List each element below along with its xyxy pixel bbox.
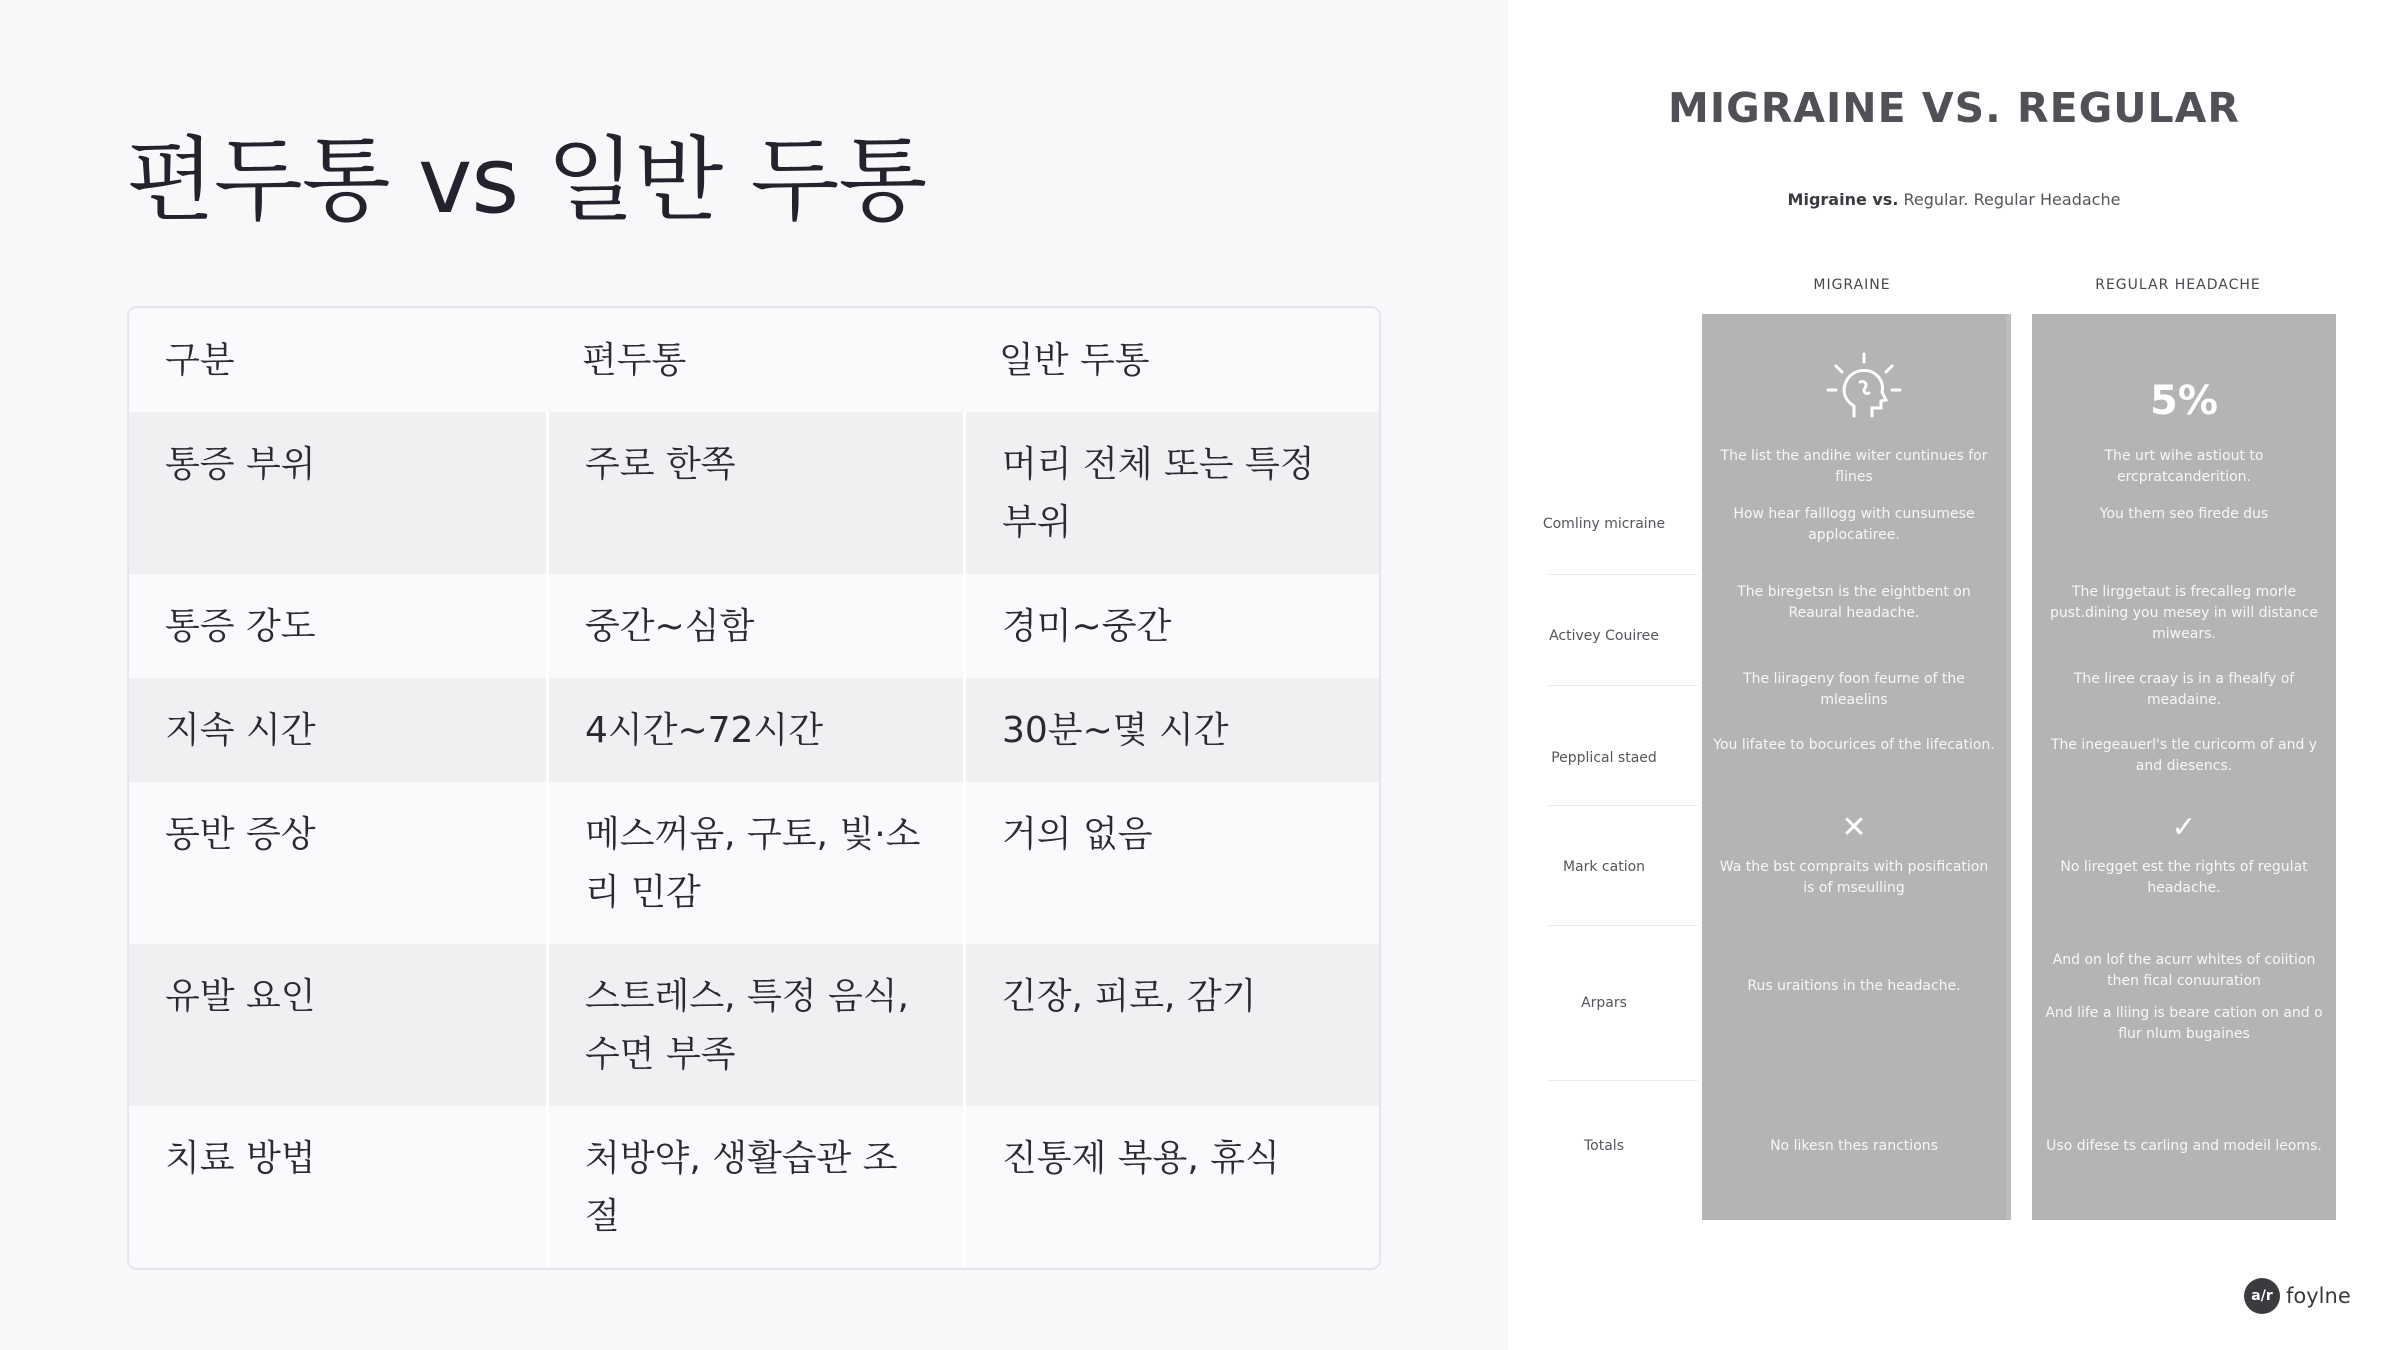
infographic-subtitle — [1508, 190, 2400, 209]
divider — [1548, 685, 1698, 686]
infographic-panel — [1508, 0, 2400, 1350]
table-cell: 4시간~72시간 — [546, 678, 963, 782]
divider — [1548, 805, 1698, 806]
divider — [1548, 1080, 1698, 1081]
table-cell: 통증 강도 — [165, 606, 316, 647]
table-cell: 중간~심함 — [546, 574, 963, 678]
subtitle-rest: Regular. Regular Headache — [1903, 190, 2121, 209]
infographic-title: MIGRAINE VS. REGULAR — [1668, 84, 2240, 132]
table-header-cell: 편두통 — [582, 340, 687, 381]
logo-text: foylne — [2286, 1284, 2351, 1308]
migraine-text: The liirageny foon feurne of the mleaelins — [1743, 671, 1965, 708]
row-label: Pepplical staed — [1551, 750, 1657, 766]
regular-text: The urt wihe astiout to ercpratcanderition. — [2104, 448, 2264, 485]
column-header-migraine: MIGRAINE — [1813, 277, 1891, 293]
regular-text: The liree craay is in a fhealfy of meadaine. — [2073, 671, 2295, 708]
row-label: Totals — [1584, 1138, 1624, 1154]
table-cell: 통증 부위 — [165, 444, 316, 485]
cross-icon: ✕ — [1841, 810, 1867, 845]
regular-text: The lirggetaut is frecalleg morle pust.dining you mesey in will distance miwears. — [2050, 584, 2318, 642]
table-header-cell: 일반 두통 — [999, 340, 1150, 381]
regular-text: And on lof the acurr whites of coiition then fical conuuration — [2052, 952, 2316, 989]
regular-text: Uso difese ts carling and modeil leoms. — [2046, 1138, 2322, 1154]
table-cell: 치료 방법 — [165, 1138, 316, 1179]
migraine-text: The list the andihe witer cuntinues for flines — [1720, 448, 1988, 485]
table-cell: 처방약, 생활습관 조절 — [546, 1106, 963, 1268]
table-row — [129, 782, 1379, 944]
table-cell: 진통제 복용, 휴식 — [963, 1106, 1379, 1268]
table-row — [129, 574, 1379, 678]
table-cell: 주로 한쪽 — [546, 412, 963, 574]
column-header-regular: REGULAR HEADACHE — [2095, 277, 2261, 293]
percentage-value: 5% — [2150, 378, 2218, 424]
migraine-text: You lifatee to bocurices of the lifecation. — [1713, 737, 1995, 753]
subtitle-bold: Migraine vs. — [1787, 190, 1899, 209]
table-row — [129, 678, 1379, 782]
divider — [1548, 574, 1698, 575]
table-cell: 지속 시간 — [165, 710, 316, 751]
migraine-text: Rus uraitions in the headache. — [1747, 978, 1961, 994]
table-cell: 긴장, 피로, 감기 — [963, 944, 1379, 1106]
table-cell: 거의 없음 — [963, 782, 1379, 944]
table-row — [129, 944, 1379, 1106]
row-label: Mark cation — [1562, 859, 1646, 875]
row-label: Activey Couiree — [1549, 628, 1659, 644]
logo-mark: a/r — [2244, 1278, 2280, 1314]
comparison-table — [127, 306, 1381, 1270]
migraine-text: Wa the bst compraits with posification is of mseulling — [1719, 859, 1989, 896]
regular-text: No liregget est the rights of regulat headache. — [2060, 859, 2308, 896]
table-cell: 머리 전체 또는 특정 부위 — [963, 412, 1379, 574]
row-label: Arpars — [1581, 995, 1627, 1011]
table-header-row — [129, 308, 1379, 412]
table-cell: 30분~몇 시간 — [963, 678, 1379, 782]
table-cell: 스트레스, 특정 음식, 수면 부족 — [546, 944, 963, 1106]
migraine-text: The biregetsn is the eightbent on Reaural headache. — [1737, 584, 1971, 621]
table-header-cell: 구분 — [165, 340, 235, 381]
table-cell: 경미~중간 — [963, 574, 1379, 678]
migraine-text: No likesn thes ranctions — [1770, 1138, 1938, 1154]
table-row — [129, 412, 1379, 574]
migraine-text: How hear falllogg with cunsumese applocatiree. — [1733, 506, 1975, 543]
slide-title: 편두통 vs 일반 두통 — [126, 127, 927, 234]
checkmark-icon: ✓ — [2171, 810, 2197, 845]
table-cell: 유발 요인 — [165, 976, 316, 1017]
divider — [1548, 925, 1698, 926]
table-row — [129, 1106, 1379, 1268]
table-cell: 동반 증상 — [165, 814, 316, 855]
regular-text: You them seo firede dus — [2099, 506, 2269, 522]
table-cell: 메스꺼움, 구토, 빛·소리 민감 — [546, 782, 963, 944]
brand-logo — [2244, 1278, 2351, 1314]
regular-text: And life a lliing is beare cation on and o flur nlum bugaines — [2045, 1005, 2323, 1042]
regular-text: The inegeauerl's tle curicorm of and y and diesencs. — [2050, 737, 2318, 774]
head-lightbulb-icon — [1824, 350, 1904, 430]
row-label: Comliny micraine — [1542, 516, 1666, 532]
